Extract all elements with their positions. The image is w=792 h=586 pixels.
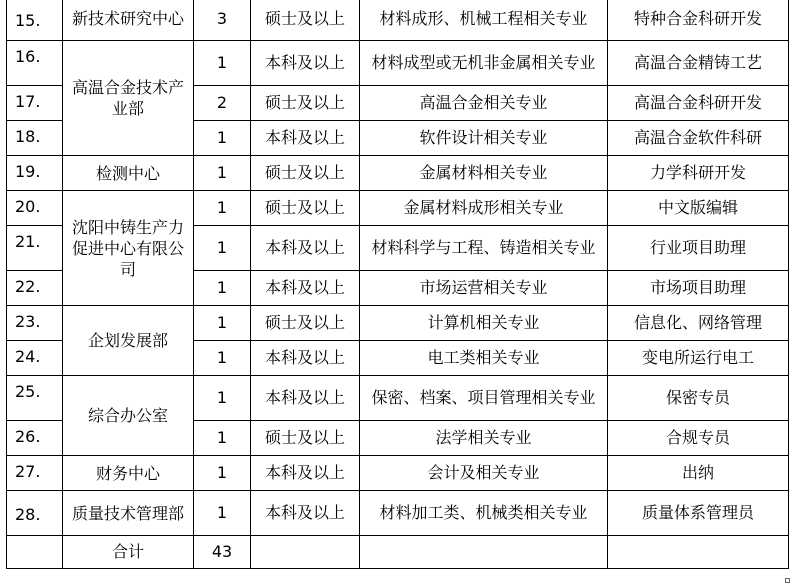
headcount-cell: 1 [194,306,251,341]
empty-cell [360,536,608,569]
headcount-cell: 1 [194,341,251,376]
department-cell: 检测中心 [63,156,194,191]
row-number: 18. [7,121,63,156]
major-cell: 市场运营相关专业 [360,271,608,306]
education-cell: 本科及以上 [251,271,360,306]
department-cell: 新技术研究中心 [63,0,194,41]
row-number: 26. [7,421,63,456]
headcount-cell: 1 [194,226,251,271]
department-cell: 高温合金技术产业部 [63,41,194,156]
education-cell: 硕士及以上 [251,421,360,456]
headcount-cell: 1 [194,121,251,156]
position-cell: 高温合金精铸工艺 [608,41,789,86]
education-cell: 硕士及以上 [251,86,360,121]
major-cell: 材料成型或无机非金属相关专业 [360,41,608,86]
row-number: 17. [7,86,63,121]
row-number: 20. [7,191,63,226]
total-count: 43 [194,536,251,569]
row-number: 24. [7,341,63,376]
table-row [7,456,789,491]
education-cell: 本科及以上 [251,226,360,271]
position-cell: 合规专员 [608,421,789,456]
total-number-cell [7,536,63,569]
recruitment-table [6,0,789,569]
education-cell: 本科及以上 [251,341,360,376]
education-cell: 本科及以上 [251,376,360,421]
table-row [7,491,789,536]
position-cell: 保密专员 [608,376,789,421]
headcount-cell: 1 [194,156,251,191]
position-cell: 高温合金软件科研 [608,121,789,156]
position-cell: 行业项目助理 [608,226,789,271]
total-row [7,536,789,569]
position-cell: 变电所运行电工 [608,341,789,376]
major-cell: 法学相关专业 [360,421,608,456]
position-cell: 特种合金科研开发 [608,0,789,41]
position-cell: 中文版编辑 [608,191,789,226]
department-cell: 财务中心 [63,456,194,491]
position-cell: 质量体系管理员 [608,491,789,536]
position-cell: 信息化、网络管理 [608,306,789,341]
table-row [7,0,789,41]
education-cell: 本科及以上 [251,41,360,86]
position-cell: 高温合金科研开发 [608,86,789,121]
major-cell: 高温合金相关专业 [360,86,608,121]
row-number: 23. [7,306,63,341]
major-cell: 计算机相关专业 [360,306,608,341]
major-cell: 保密、档案、项目管理相关专业 [360,376,608,421]
department-cell: 质量技术管理部 [63,491,194,536]
major-cell: 会计及相关专业 [360,456,608,491]
major-cell: 材料成形、机械工程相关专业 [360,0,608,41]
table-row [7,156,789,191]
major-cell: 金属材料相关专业 [360,156,608,191]
empty-cell [251,536,360,569]
position-cell: 出纳 [608,456,789,491]
education-cell: 硕士及以上 [251,0,360,41]
department-cell: 沈阳中铸生产力促进中心有限公司 [63,191,194,306]
major-cell: 电工类相关专业 [360,341,608,376]
row-number: 27. [7,456,63,491]
row-number: 19. [7,156,63,191]
row-number: 22. [7,271,63,306]
cell-end-marker [785,578,790,583]
education-cell: 本科及以上 [251,121,360,156]
education-cell: 硕士及以上 [251,306,360,341]
table-row [7,191,789,226]
row-number: 21. [7,226,63,271]
major-cell: 金属材料成形相关专业 [360,191,608,226]
headcount-cell: 1 [194,491,251,536]
education-cell: 本科及以上 [251,491,360,536]
major-cell: 软件设计相关专业 [360,121,608,156]
headcount-cell: 1 [194,421,251,456]
education-cell: 本科及以上 [251,456,360,491]
table-row [7,41,789,86]
headcount-cell: 1 [194,41,251,86]
headcount-cell: 3 [194,0,251,41]
major-cell: 材料加工类、机械类相关专业 [360,491,608,536]
total-label: 合计 [63,536,194,569]
headcount-cell: 1 [194,191,251,226]
department-cell: 企划发展部 [63,306,194,376]
row-number: 25. [7,376,63,421]
position-cell: 市场项目助理 [608,271,789,306]
empty-cell [608,536,789,569]
headcount-cell: 1 [194,376,251,421]
row-number: 28. [7,491,63,536]
major-cell: 材料科学与工程、铸造相关专业 [360,226,608,271]
table-row [7,306,789,341]
position-cell: 力学科研开发 [608,156,789,191]
row-number: 15. [7,0,63,41]
education-cell: 硕士及以上 [251,191,360,226]
row-number: 16. [7,41,63,86]
department-cell: 综合办公室 [63,376,194,456]
headcount-cell: 1 [194,456,251,491]
table-row [7,376,789,421]
headcount-cell: 1 [194,271,251,306]
education-cell: 硕士及以上 [251,156,360,191]
headcount-cell: 2 [194,86,251,121]
